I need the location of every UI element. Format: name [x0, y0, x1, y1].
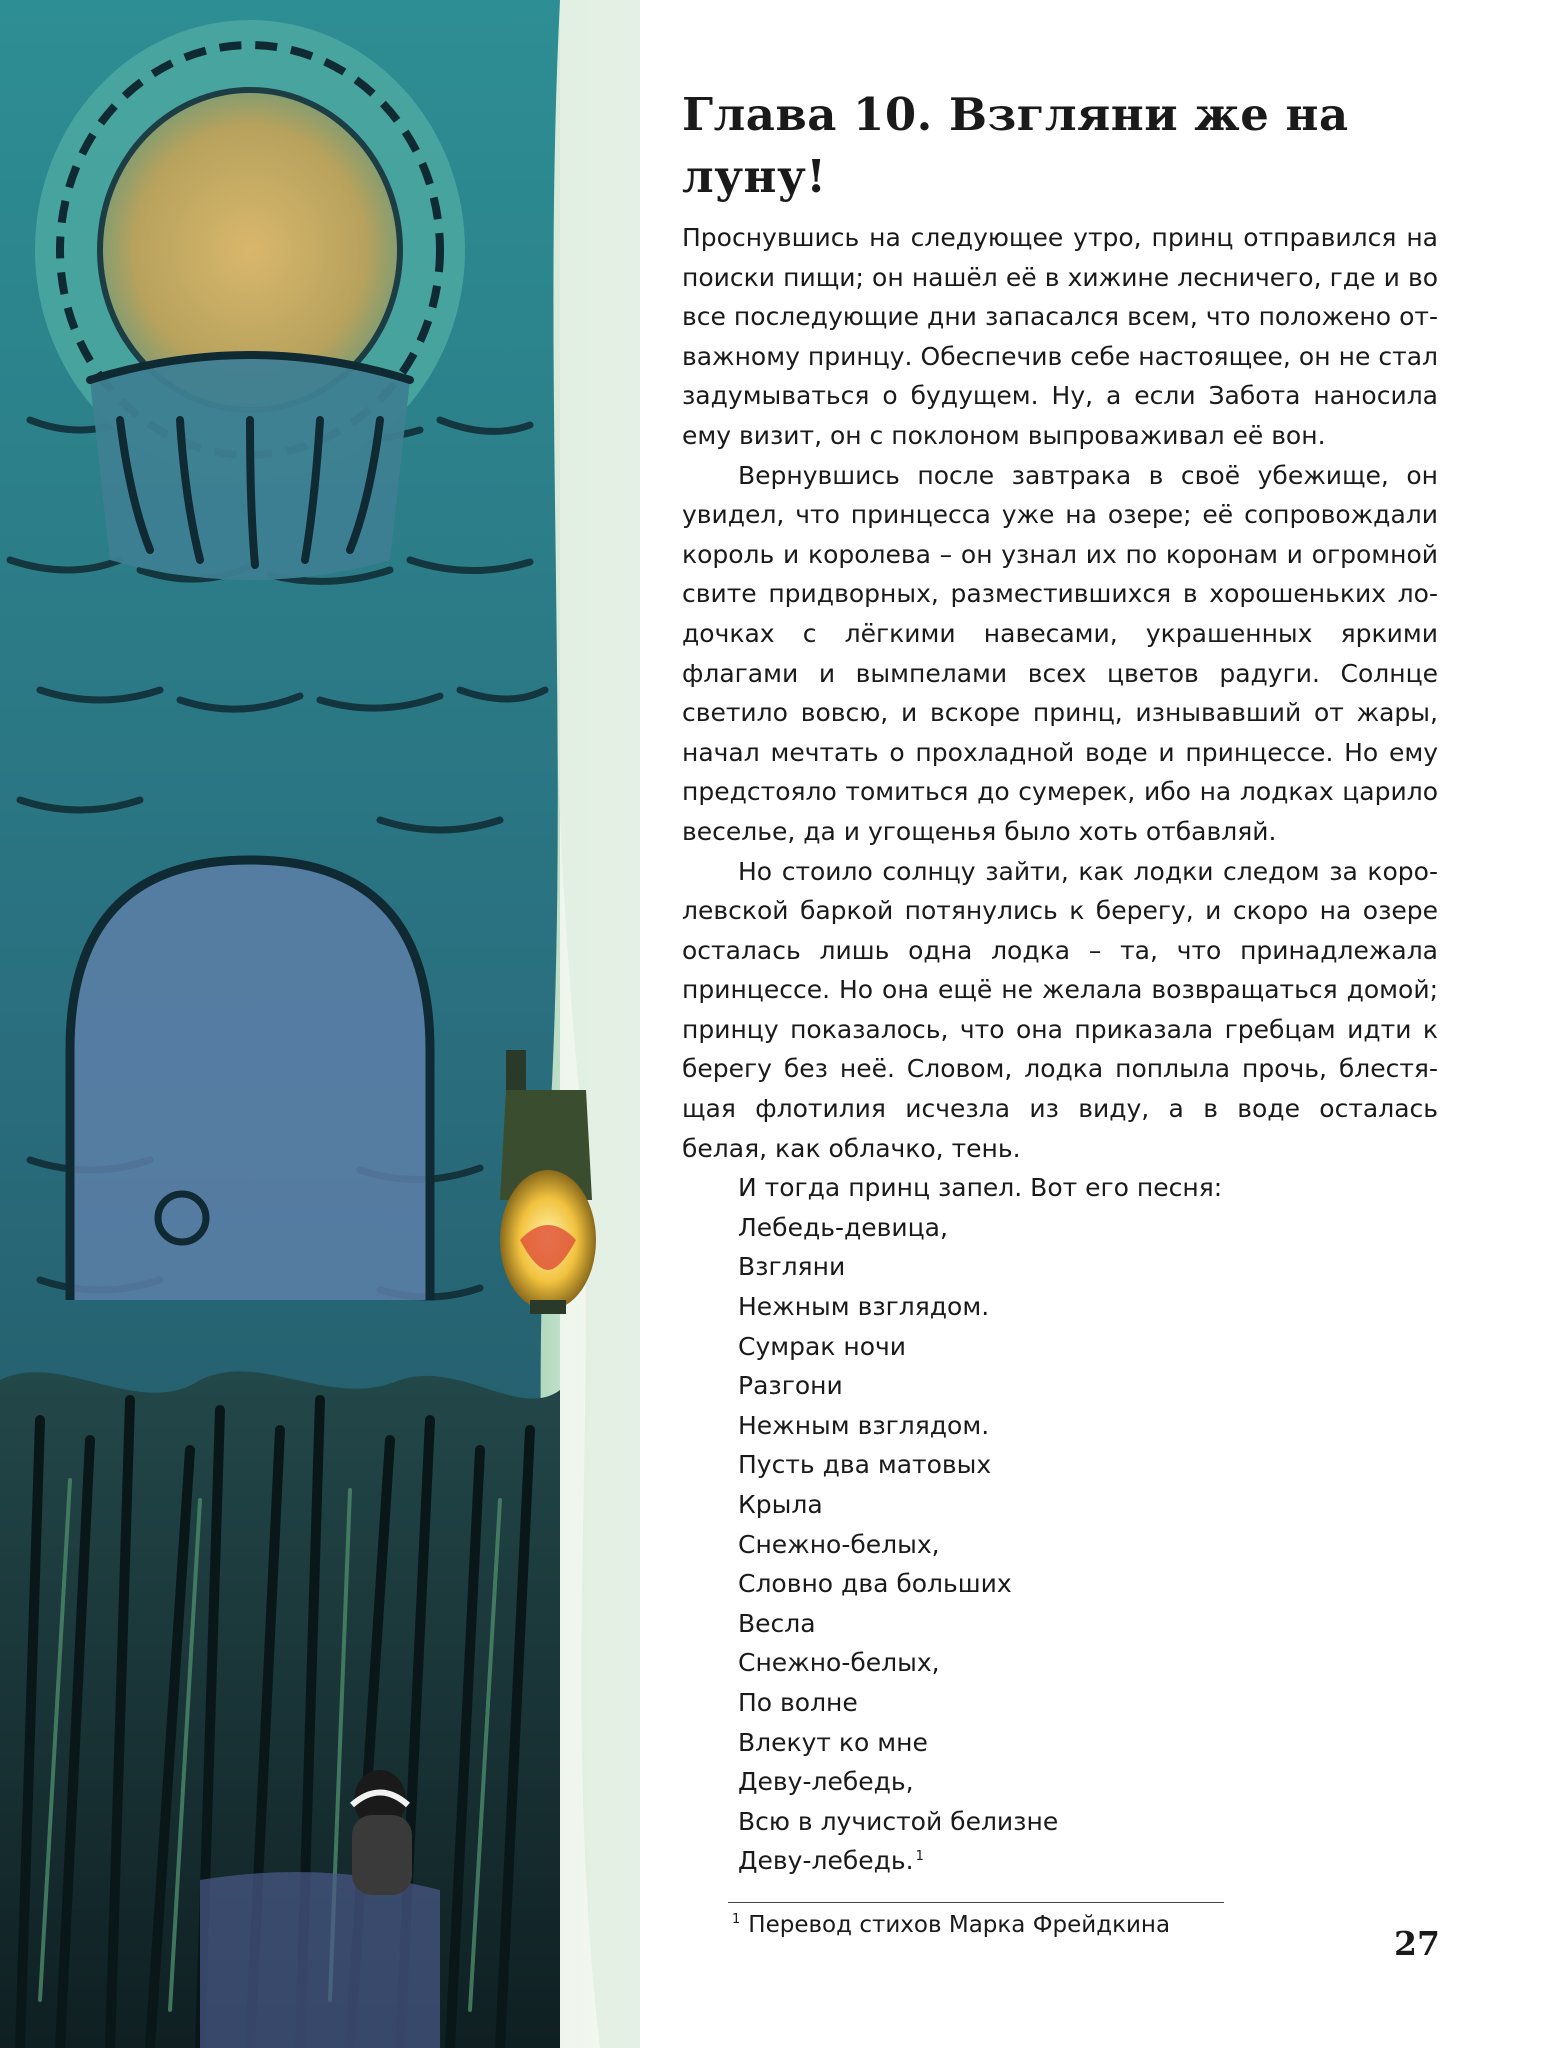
- poem-line: Деву-лебедь,: [738, 1767, 914, 1797]
- poem: [682, 1208, 1438, 1881]
- poem-line: Крыла: [738, 1490, 823, 1519]
- poem-line: Снежно-белых,: [738, 1648, 940, 1678]
- poem-line: Лебедь-девица,: [738, 1212, 948, 1242]
- illustration-svg: [0, 0, 640, 2048]
- page-number: 27: [1394, 1924, 1440, 1963]
- paragraph-4: И тогда принц запел. Вот его песня:: [738, 1173, 1223, 1203]
- chapter-title: Глава 10. Взгляни же на луну!: [682, 88, 1349, 203]
- poem-line: По волне: [738, 1687, 858, 1717]
- poem-line: Нежным взглядом.: [738, 1292, 990, 1322]
- poem-line: Взгляни: [738, 1252, 846, 1282]
- poem-line-text: Деву-лебедь.: [738, 1846, 914, 1876]
- text-column: [682, 84, 1438, 1881]
- footnote-mark: 1: [732, 1912, 741, 1928]
- paragraph-1: Проснувшись на следующее утро, принц отправился на поиски пищи; он нашёл её в хижине лесничего, где и во все последующие дни запасался всем, что положено отважному принцу. Обеспечив себе настоящее, он не стал задумываться о будущем. Ну, а если Забота наносила ему визит, он с поклоном выпроваживал её вон.: [682, 223, 1438, 450]
- footnote-divider: [728, 1902, 1224, 1903]
- poem-line: Влекут ко мне: [738, 1727, 928, 1757]
- footnote: [732, 1910, 1170, 1940]
- poem-line-last: [738, 1841, 1438, 1881]
- illustration-tower-at-night: [0, 0, 640, 2048]
- poem-line: Снежно-белых,: [738, 1529, 940, 1559]
- poem-line: Всю в лучистой белизне: [738, 1806, 1059, 1836]
- poem-line: Разгони: [738, 1371, 843, 1401]
- paragraph-2: Вернувшись после завтрака в своё убежище, он увидел, что принцесса уже на озере; её сопровождали король и королева – он узнал их по коронам и огромной свите придворных, разместившихся в хорошеньких лодочках с лёгкими навесами, украшенных яркими флагами и вымпелами всех цветов радуги. Солнце светило вовсю, и вскоре принц, изнывавший от жары, начал мечтать о прохладной воде и принцессе. Но ему предстояло томиться до сумерек, ибо на лодках царило веселье, да и угощенья было хоть отбавляй.: [682, 460, 1438, 846]
- poem-line: Пусть два матовых: [738, 1450, 992, 1480]
- poem-line: Сумрак ночи: [738, 1331, 907, 1361]
- poem-line: Словно два больших: [738, 1569, 1012, 1599]
- poem-line: Нежным взглядом.: [738, 1410, 990, 1440]
- poem-line: Весла: [738, 1608, 816, 1638]
- footnote-text: Перевод стихов Марка Фрейдкина: [748, 1912, 1171, 1938]
- footnote-reference[interactable]: 1: [915, 1849, 924, 1865]
- paragraph-3: Но стоило солнцу зайти, как лодки следом за королевской баркой потянулись к берегу, и скоро на озере осталась лишь одна лодка – та, что принадлежала принцессе. Но она ещё не желала возвращаться домой; принцу показалось, что она приказала гребцам идти к берегу без неё. Словом, лодка поплыла прочь, блестящая флотилия исчезла из виду, а в воде осталась белая, как облачко, тень.: [682, 856, 1438, 1163]
